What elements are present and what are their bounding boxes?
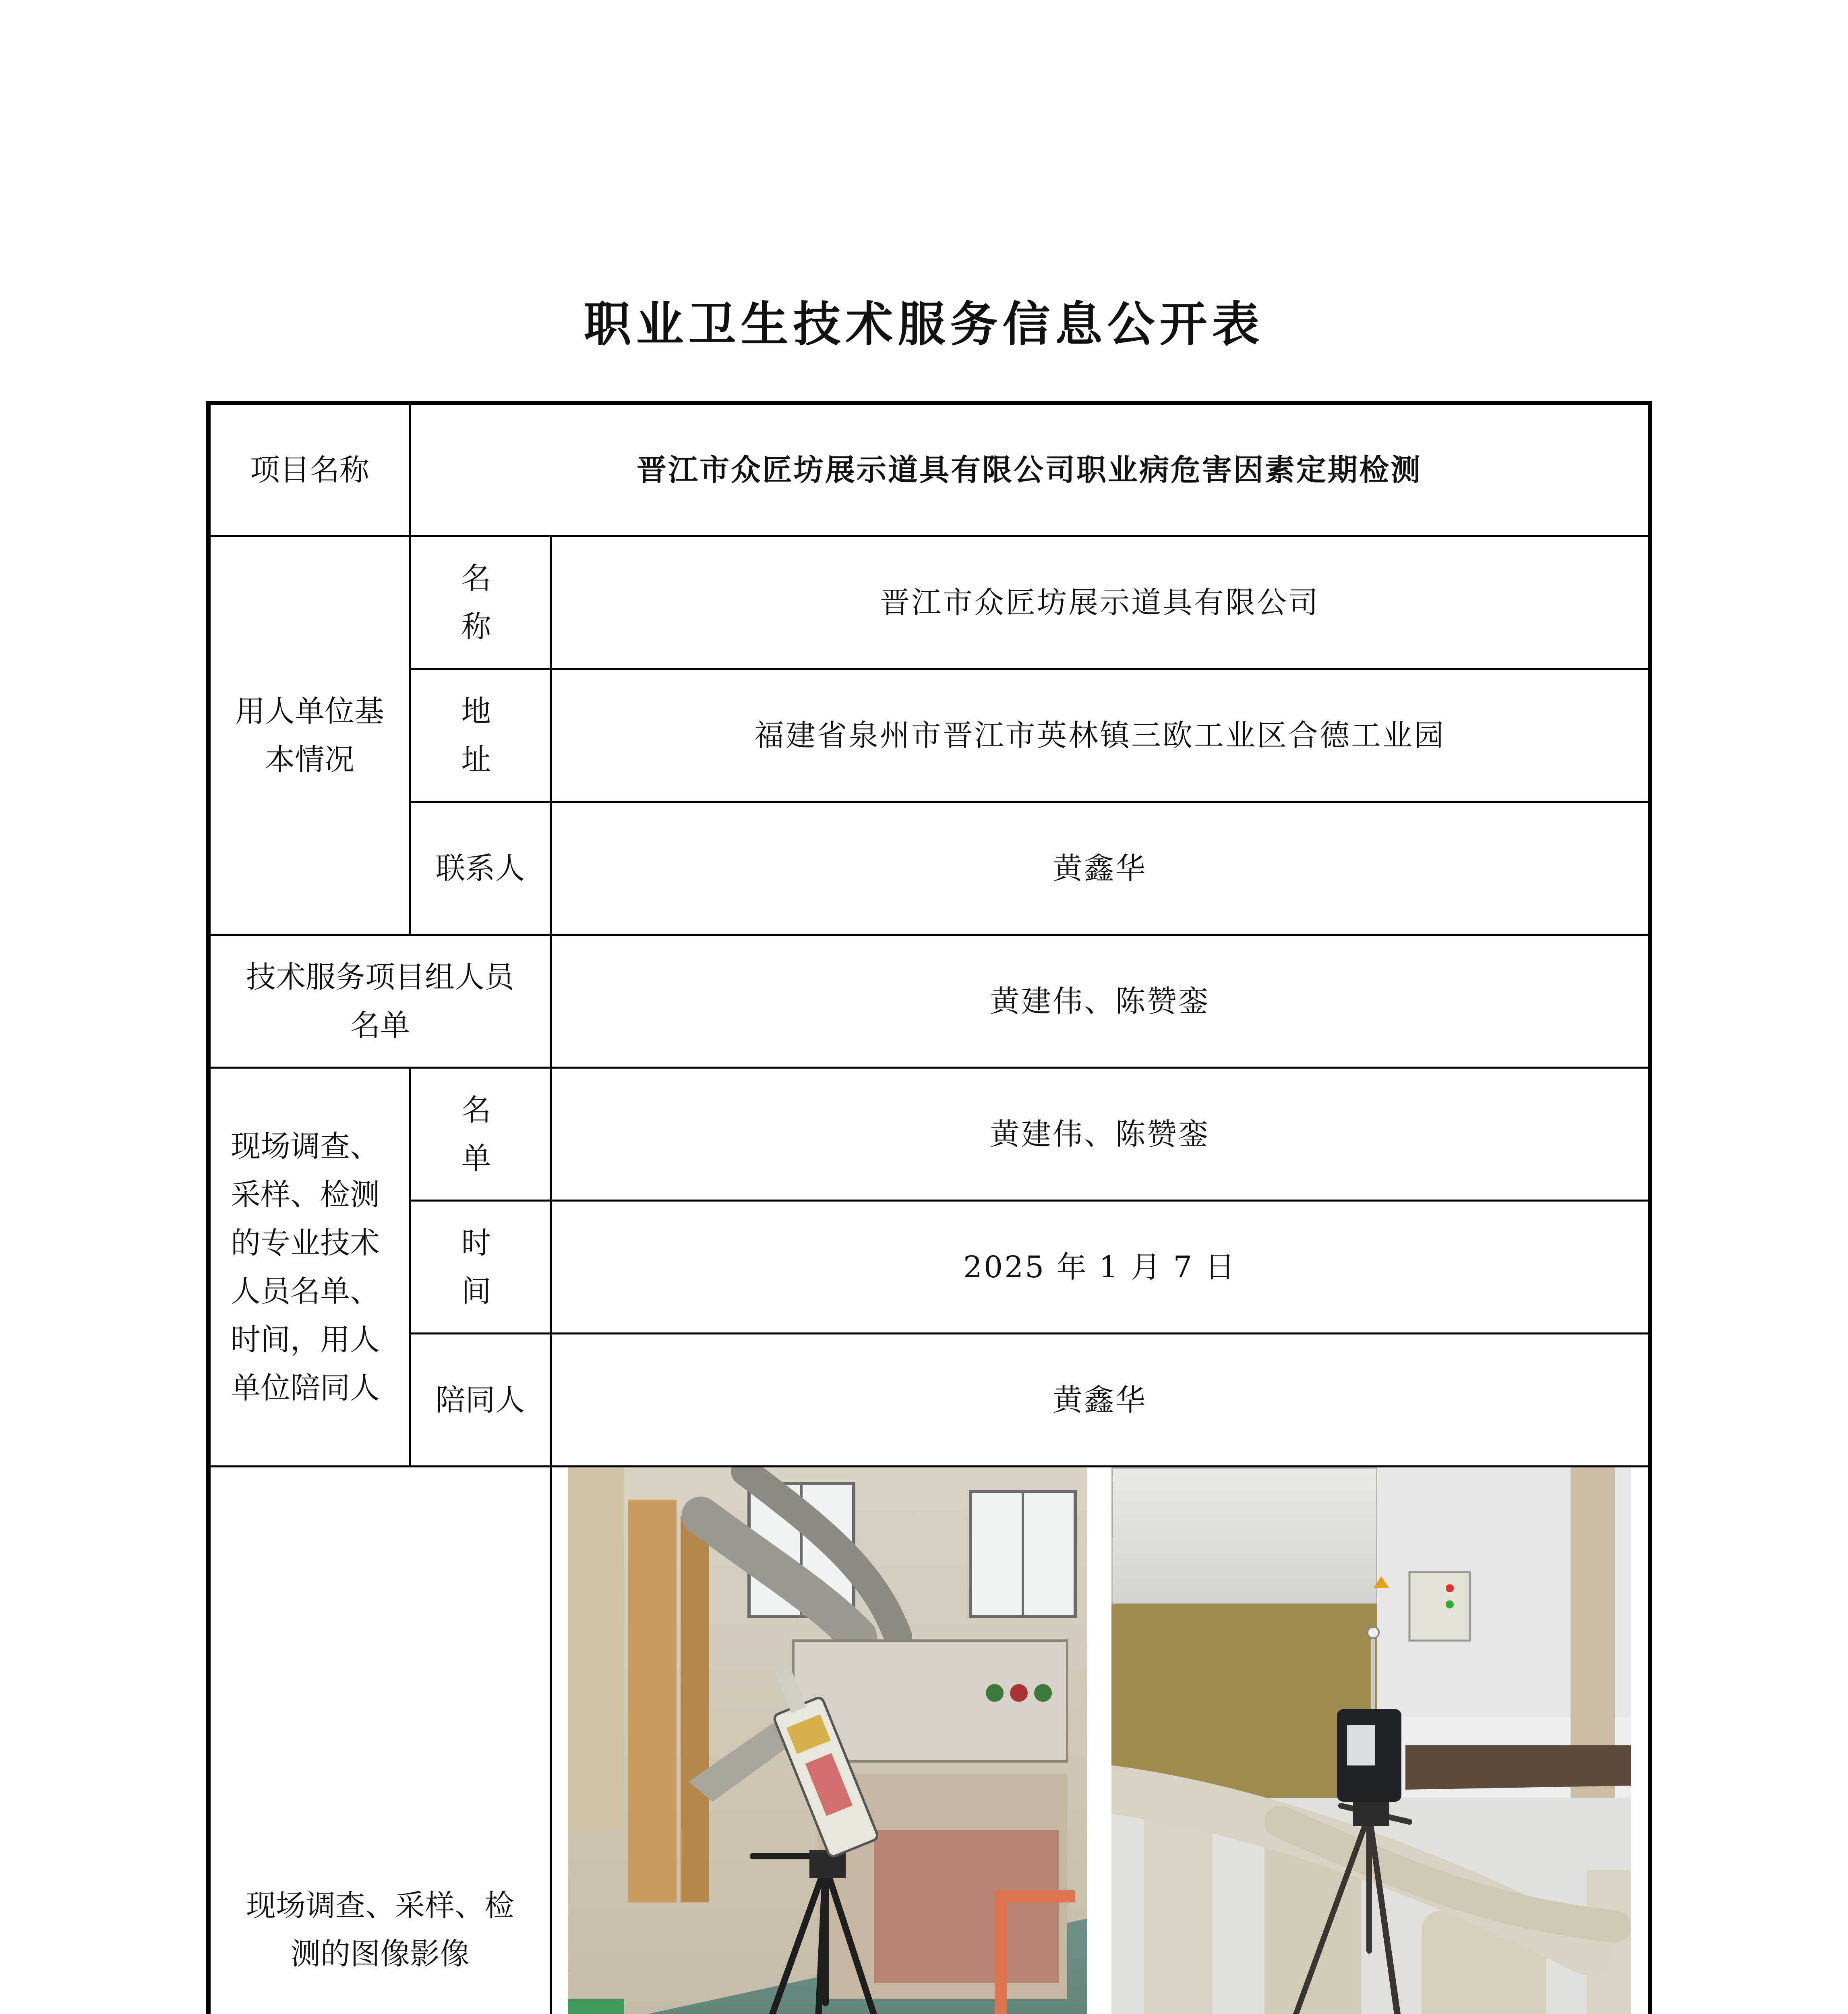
site-photo-workshop	[568, 1467, 1087, 2014]
field-time-value: 2025 年 1 月 7 日	[551, 1201, 1650, 1334]
field-escort-value: 黄鑫华	[551, 1334, 1650, 1467]
team-value: 黄建伟、陈赞銮	[551, 935, 1650, 1068]
team-label: 技术服务项目组人员名单	[209, 935, 551, 1068]
field-list-label: 名 单	[410, 1068, 551, 1201]
site-photo-casting-room	[1111, 1467, 1631, 2014]
field-staff-label: 现场调查、采样、检测的专业技术人员名单、时间，用人单位陪同人	[209, 1068, 410, 1467]
employer-info-label	[209, 536, 410, 935]
page-title: 职业卫生技术服务信息公开表	[584, 296, 1264, 352]
workshop-photo-image	[568, 1467, 1087, 2014]
table-row-images	[209, 1467, 1650, 2014]
table-row-field-time	[209, 1201, 1650, 1334]
field-time-label: 时 间	[410, 1201, 551, 1334]
field-list-value: 黄建伟、陈赞銮	[551, 1068, 1650, 1201]
table-row-employer-name	[209, 536, 1650, 669]
table-row-team	[209, 935, 1650, 1068]
employer-name-label: 名 称	[410, 536, 551, 669]
employer-contact-value: 黄鑫华	[551, 802, 1650, 935]
images-cell	[551, 1467, 1650, 2014]
table-row-project	[209, 403, 1650, 536]
field-escort-label: 陪同人	[410, 1334, 551, 1467]
casting-room-photo-image	[1111, 1467, 1631, 2014]
employer-address-value: 福建省泉州市晋江市英林镇三欧工业区合德工业园	[551, 669, 1650, 802]
images-label: 现场调查、采样、检测的图像影像	[209, 1467, 551, 2014]
table-row-field-escort	[209, 1334, 1650, 1467]
table-row-field-list	[209, 1068, 1650, 1201]
project-name-value: 晋江市众匠坊展示道具有限公司职业病危害因素定期检测	[410, 403, 1650, 536]
info-table	[206, 401, 1652, 2014]
employer-address-label: 地 址	[410, 669, 551, 802]
employer-name-value: 晋江市众匠坊展示道具有限公司	[551, 536, 1650, 669]
table-row-employer-contact	[209, 802, 1650, 935]
employer-info-label-text: 用人单位基本情况	[235, 694, 384, 777]
table-row-employer-address	[209, 669, 1650, 802]
project-name-label: 项目名称	[209, 403, 410, 536]
employer-contact-label: 联系人	[410, 802, 551, 935]
